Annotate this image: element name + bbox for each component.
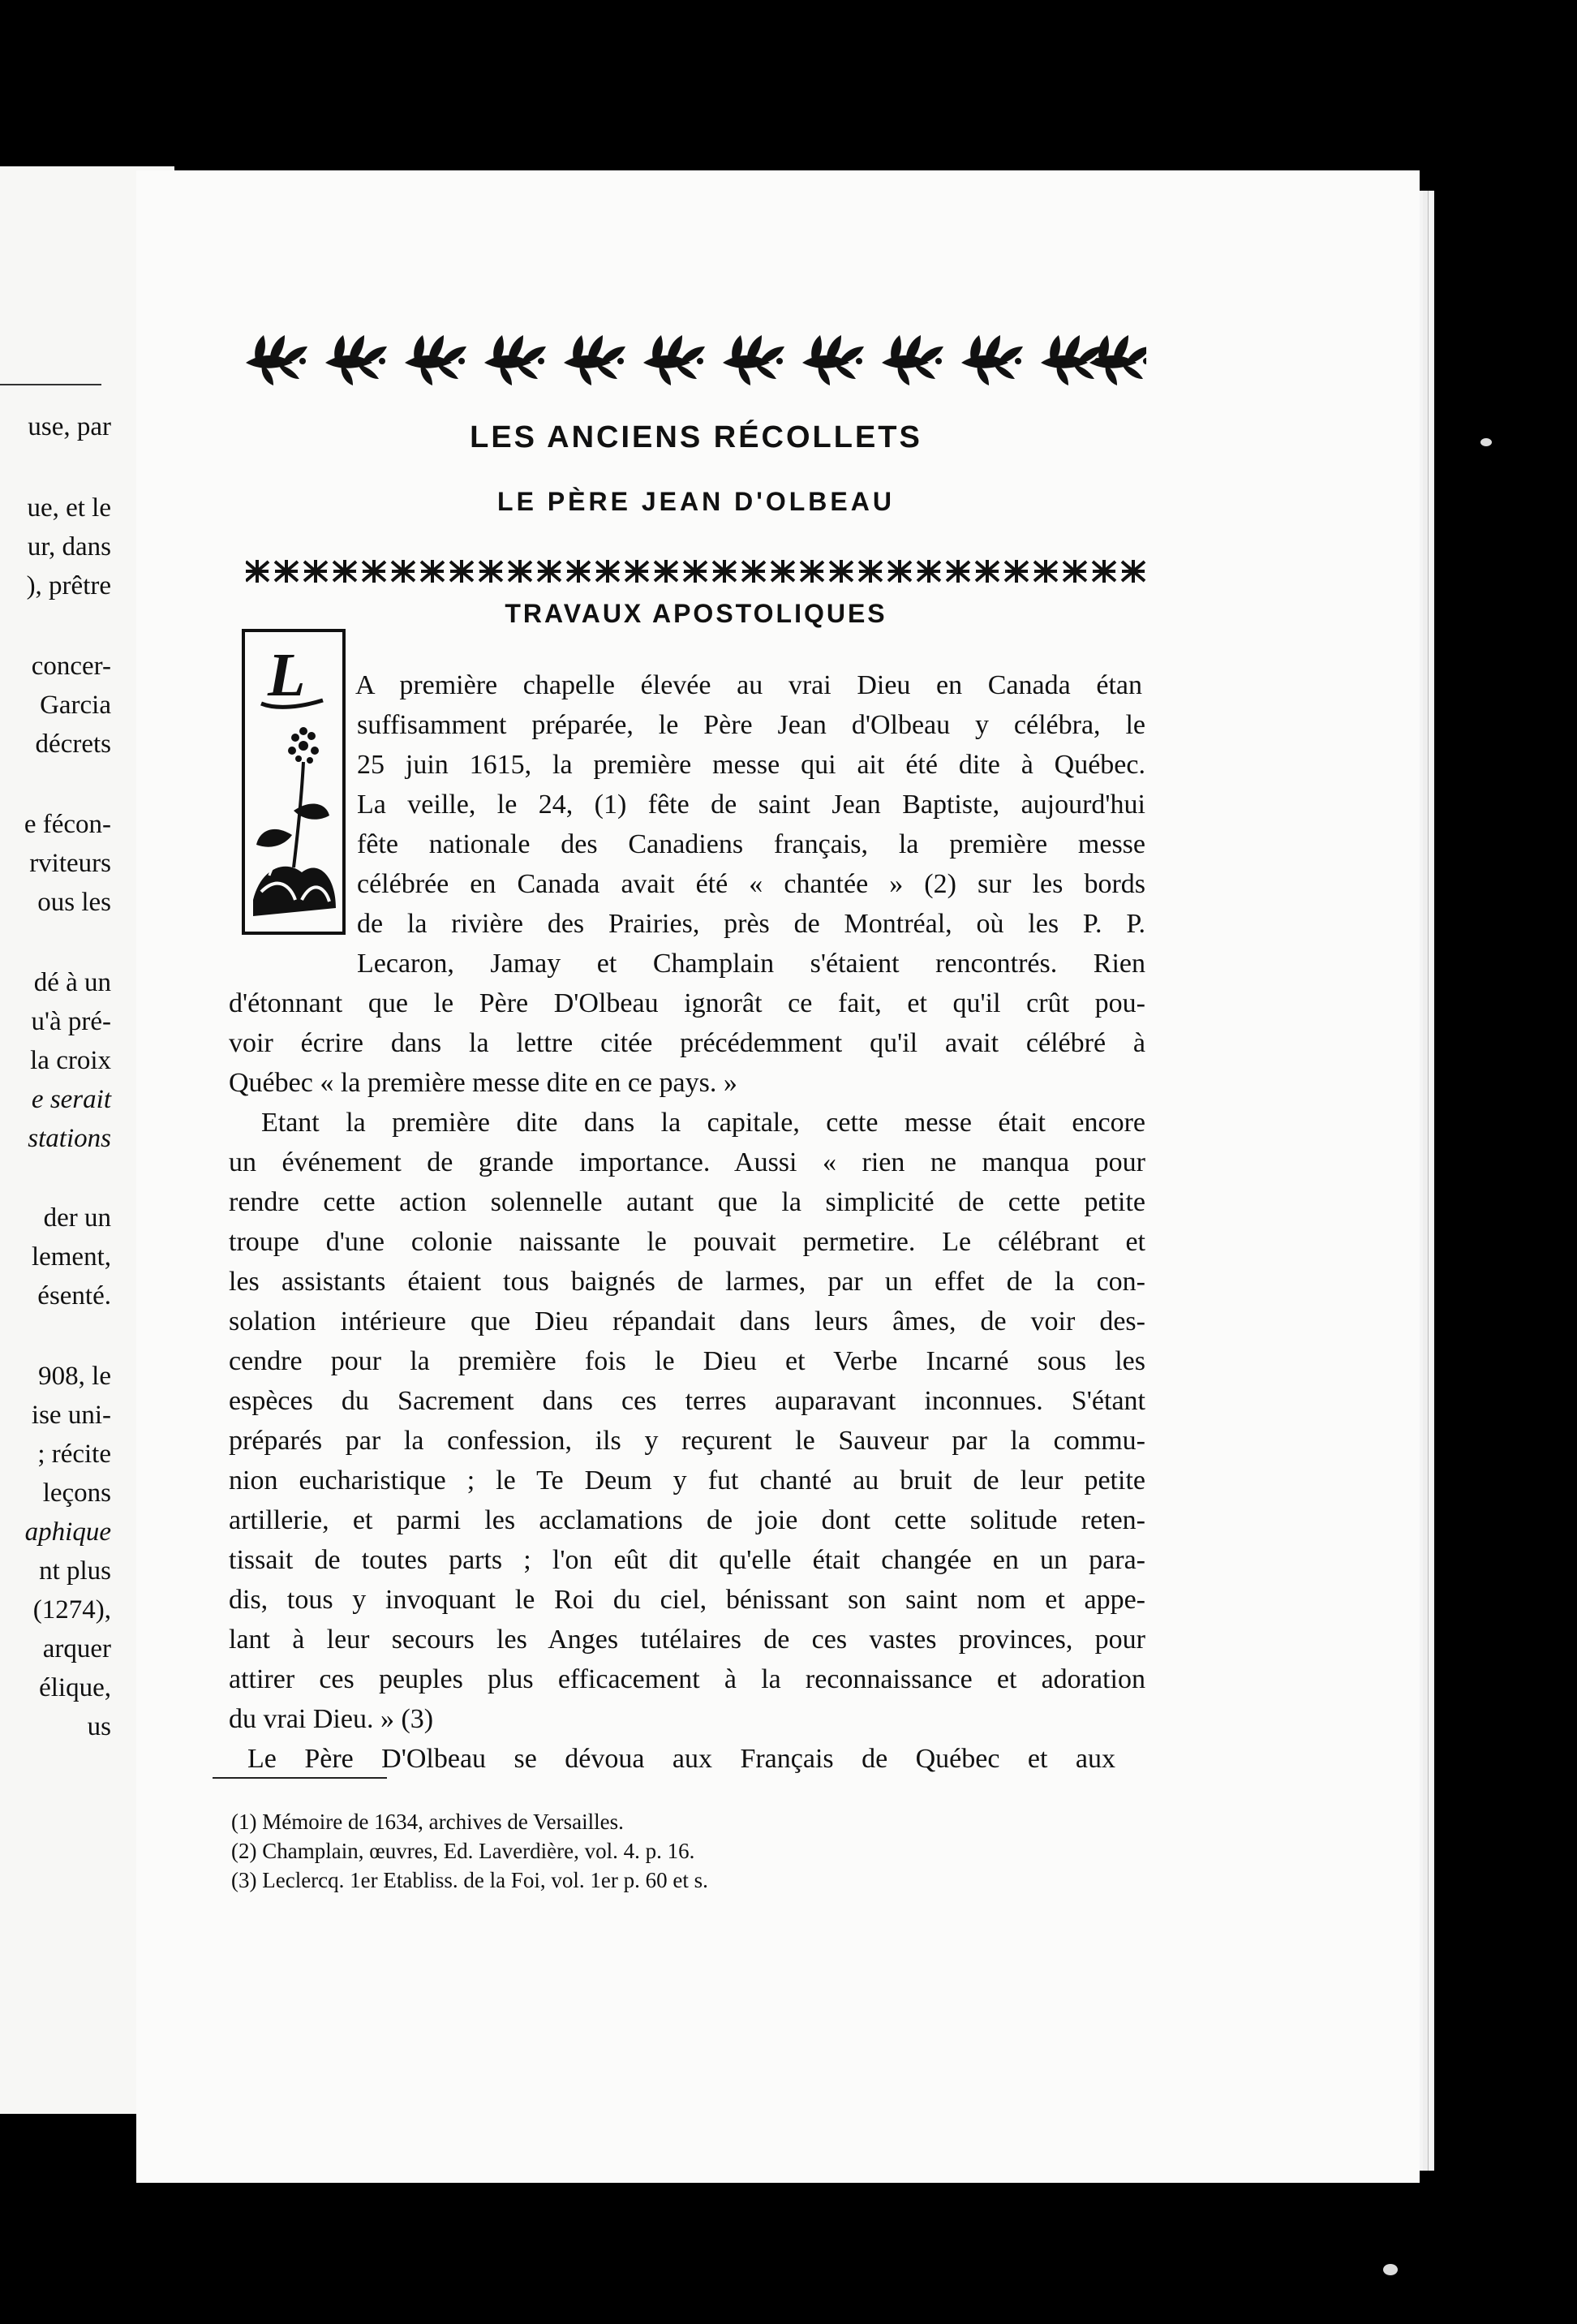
top-ornament-border bbox=[246, 329, 1146, 402]
left-page-text-fragment: ur, dans bbox=[27, 532, 111, 562]
footnote-rule bbox=[213, 1777, 387, 1779]
body-text-line: du vrai Dieu. » (3) bbox=[229, 1704, 434, 1734]
body-text-line: Etant la première dite dans la capitale, cette messe était encore bbox=[261, 1108, 1145, 1138]
body-text-line: artillerie, et parmi les acclamations de joie dont cette solitude reten- bbox=[229, 1505, 1145, 1535]
left-page-text-fragment: ous les bbox=[37, 888, 111, 917]
body-text-line: A première chapelle élevée au vrai Dieu en Canada étan bbox=[355, 670, 1142, 700]
paper-speck bbox=[1480, 438, 1492, 446]
body-text-line: solation intérieure que Dieu répandait dans leurs âmes, de voir des- bbox=[229, 1306, 1145, 1336]
body-text-line: lant à leur secours les Anges tutélaires de ces vastes provinces, pour bbox=[229, 1625, 1145, 1655]
left-page-text-fragment: Garcia bbox=[40, 691, 111, 720]
body-text-line: cendre pour la première fois le Dieu et Verbe Incarné sous les bbox=[229, 1346, 1145, 1376]
left-page-text-fragment: dé à un bbox=[33, 968, 111, 997]
left-page-rule bbox=[0, 384, 101, 385]
body-text-line: La veille, le 24, (1) fête de saint Jean Baptiste, aujourd'hui bbox=[357, 790, 1145, 820]
body-text-line: attirer ces peuples plus efficacement à la reconnaissance et adoration bbox=[229, 1664, 1145, 1694]
paper-speck bbox=[1383, 2264, 1398, 2275]
left-page-text-fragment: ise uni- bbox=[31, 1401, 111, 1430]
letter-l-flower-icon bbox=[245, 632, 342, 932]
body-text-line: un événement de grande importance. Aussi « rien ne manqua pour bbox=[229, 1147, 1145, 1177]
body-text-line: voir écrire dans la lettre citée précédemment qu'il avait célébré à bbox=[229, 1028, 1145, 1058]
body-text-line: de la rivière des Prairies, près de Montréal, où les P. P. bbox=[357, 909, 1145, 939]
left-page-text-fragment: décrets bbox=[35, 729, 111, 759]
body-text-line: les assistants étaient tous baignés de larmes, par un effet de la con- bbox=[229, 1267, 1145, 1297]
drop-cap-illustration bbox=[242, 629, 346, 935]
foliage-ornament-icon bbox=[246, 329, 1146, 402]
left-page-text-fragment: concer- bbox=[31, 652, 111, 681]
left-page-text-fragment: la croix bbox=[30, 1046, 111, 1075]
left-page-text-fragment: arquer bbox=[42, 1634, 111, 1663]
body-text-line: rendre cette action solennelle autant que la simplicité de cette petite bbox=[229, 1187, 1145, 1217]
body-text-line: tissait de toutes parts ; l'on eût dit qu'elle était changée en un para- bbox=[229, 1545, 1145, 1575]
body-text-line: d'étonnant que le Père D'Olbeau ignorât ce fait, et qu'il crût pou- bbox=[229, 988, 1145, 1018]
page-title: LES ANCIENS RÉCOLLETS bbox=[470, 420, 922, 454]
page-subtitle: LE PÈRE JEAN D'OLBEAU bbox=[497, 487, 895, 516]
footnote: (1) Mémoire de 1634, archives de Versailles. bbox=[231, 1810, 624, 1834]
section-heading: TRAVAUX APOSTOLIQUES bbox=[505, 599, 887, 628]
left-page-text-fragment: élique, bbox=[39, 1673, 111, 1702]
left-page-text-fragment: ésenté. bbox=[37, 1281, 111, 1310]
left-page-text-fragment: (1274), bbox=[32, 1595, 111, 1625]
lattice-ornament-icon bbox=[246, 558, 1146, 584]
body-text-line: 25 juin 1615, la première messe qui ait été dite à Québec. bbox=[357, 750, 1145, 780]
body-text-line: célébrée en Canada avait été « chantée » (2) sur les bords bbox=[357, 869, 1145, 899]
left-page-text-fragment: ), prêtre bbox=[26, 571, 111, 600]
left-page-text-fragment: ue, et le bbox=[27, 493, 111, 523]
body-text-line: Lecaron, Jamay et Champlain s'étaient rencontrés. Rien bbox=[357, 949, 1145, 979]
left-page-text-fragment: leçons bbox=[42, 1478, 111, 1508]
body-text-line: dis, tous y invoquant le Roi du ciel, bénissant son saint nom et appe- bbox=[229, 1585, 1145, 1615]
body-text-line: fête nationale des Canadiens français, la première messe bbox=[357, 829, 1145, 859]
left-page-text-fragment: der un bbox=[43, 1203, 111, 1233]
body-text-line: suffisamment préparée, le Père Jean d'Olbeau y célébra, le bbox=[357, 710, 1145, 740]
body-text-line: Québec « la première messe dite en ce pays. » bbox=[229, 1068, 737, 1098]
body-text-line: nion eucharistique ; le Te Deum y fut chanté au bruit de leur petite bbox=[229, 1465, 1145, 1496]
left-page-text-fragment: rviteurs bbox=[29, 849, 111, 878]
left-page-text-fragment: e serait bbox=[31, 1085, 111, 1114]
body-text-line: troupe d'une colonie naissante le pouvait permetire. Le célébrant et bbox=[229, 1227, 1145, 1257]
body-text-line: espèces du Sacrement dans ces terres auparavant inconnues. S'étant bbox=[229, 1386, 1145, 1416]
svg-text:L: L bbox=[268, 641, 306, 709]
left-page-text-fragment: us bbox=[87, 1712, 111, 1741]
left-page-text-fragment: 908, le bbox=[38, 1362, 111, 1391]
left-page-text-fragment: stations bbox=[28, 1124, 111, 1153]
left-page-text-fragment: nt plus bbox=[39, 1556, 111, 1586]
left-page-text-fragment: u'à pré- bbox=[31, 1007, 111, 1036]
left-page-text-fragment: aphique bbox=[24, 1517, 111, 1547]
middle-ornament-band bbox=[246, 558, 1146, 584]
left-page-text-fragment: lement, bbox=[31, 1242, 111, 1272]
left-page-text-fragment: ; récite bbox=[37, 1440, 111, 1469]
footnote: (3) Leclercq. 1er Etabliss. de la Foi, vol. 1er p. 60 et s. bbox=[231, 1868, 708, 1892]
body-text-line: Le Père D'Olbeau se dévoua aux Français de Québec et aux bbox=[247, 1744, 1115, 1774]
footnote: (2) Champlain, œuvres, Ed. Laverdière, vol. 4. p. 16. bbox=[231, 1839, 695, 1863]
body-text-line: préparés par la confession, ils y reçurent le Sauveur par la commu- bbox=[229, 1426, 1145, 1456]
left-page-text-fragment: use, par bbox=[28, 412, 111, 441]
left-page-text-fragment: e fécon- bbox=[24, 810, 111, 839]
